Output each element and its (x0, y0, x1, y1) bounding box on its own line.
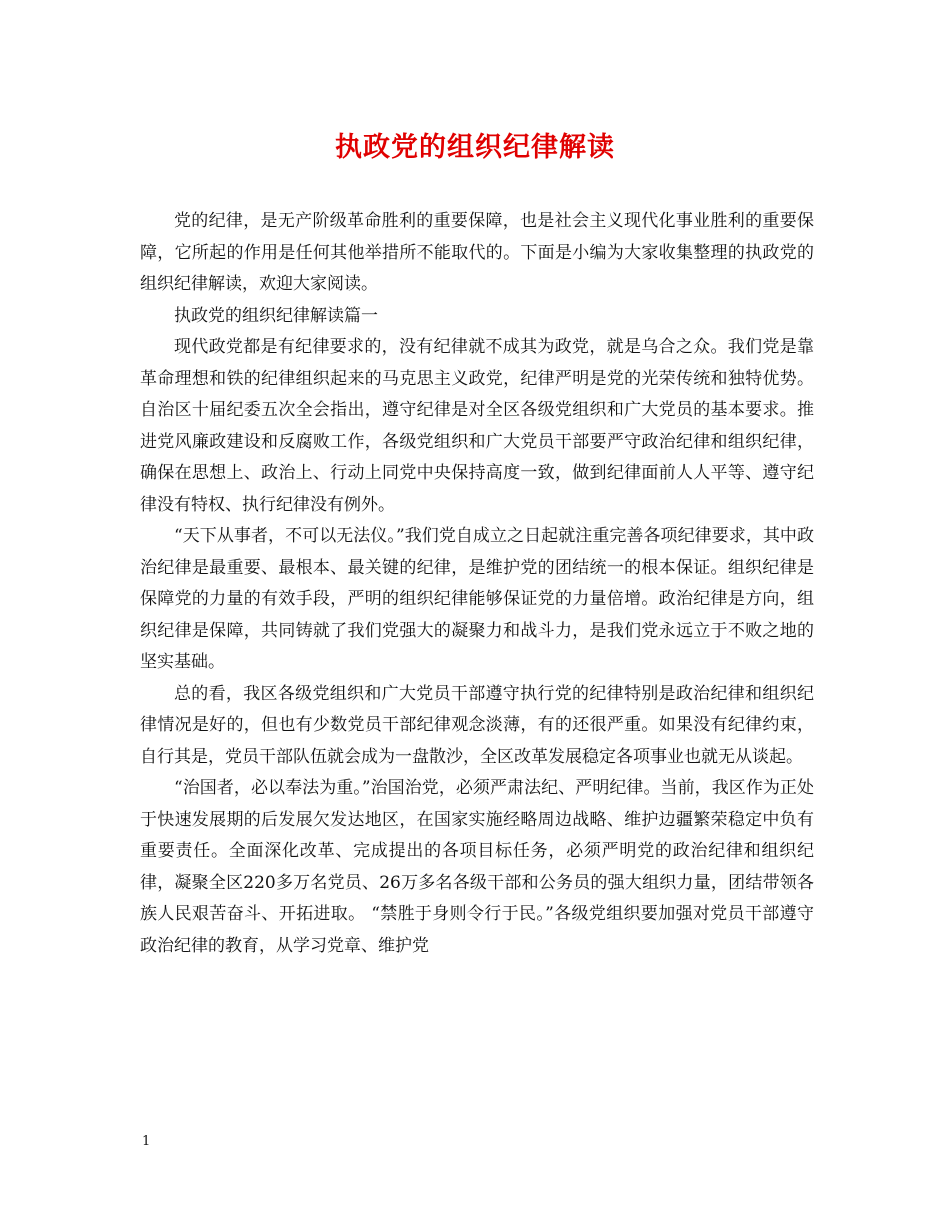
document-body (140, 206, 814, 962)
document-title: 执政党的组织纪律解读 (335, 132, 615, 163)
body-paragraph: “天下从事者，不可以无法仪。”我们党自成立之日起就注重完善各项纪律要求，其中政治纪律是最重要、最根本、最关键的纪律，是维护党的团结统一的根本保证。组织纪律是保障党的力量的有效手段，严明的组织纪律能够保证党的力量倍增。政治纪律是方向，组织纪律是保障，共同铸就了我们党强大的凝聚力和战斗力，是我们党永远立于不败之地的坚实基础。 (140, 526, 814, 672)
body-paragraph: 现代政党都是有纪律要求的，没有纪律就不成其为政党，就是乌合之众。我们党是靠革命理想和铁的纪律组织起来的马克思主义政党，纪律严明是党的光荣传统和独特优势。自治区十届纪委五次全会指出，遵守纪律是对全区各级党组织和广大党员的基本要求。推进党风廉政建设和反腐败工作，各级党组织和广大党员干部要严守政治纪律和组织纪律，确保在思想上、政治上、行动上同党中央保持高度一致，做到纪律面前人人平等、遵守纪律没有特权、执行纪律没有例外。 (140, 337, 814, 515)
section-heading: 执政党的组织纪律解读篇一 (174, 305, 378, 326)
intro-paragraph: 党的纪律，是无产阶级革命胜利的重要保障，也是社会主义现代化事业胜利的重要保障，它所起的作用是任何其他举措所不能取代的。下面是小编为大家收集整理的执政党的组织纪律解读，欢迎大家阅读。 (140, 211, 814, 294)
page-number: 1 (142, 1134, 151, 1149)
body-paragraph: 总的看，我区各级党组织和广大党员干部遵守执行党的纪律特别是政治纪律和组织纪律情况是好的，但也有少数党员干部纪律观念淡薄，有的还很严重。如果没有纪律约束，自行其是，党员干部队伍就会成为一盘散沙，全区改革发展稳定各项事业也就无从谈起。 (140, 683, 814, 767)
body-paragraph: “治国者，必以奉法为重。”治国治党，必须严肃法纪、严明纪律。当前，我区作为正处于快速发展期的后发展欠发达地区，在国家实施经略周边战略、维护边疆繁荣稳定中负有重要责任。全面深化改革、完成提出的各项目标任务，必须严明党的政治纪律和组织纪律，凝聚全区220多万名党员、26万多名各级干部和公务员的强大组织力量，团结带领各族人民艰苦奋斗、开拓进取。 “禁胜于身则令行于民。”各级党组织要加强对党员干部遵守政治纪律的教育，从学习党章、维护党 (140, 778, 814, 956)
